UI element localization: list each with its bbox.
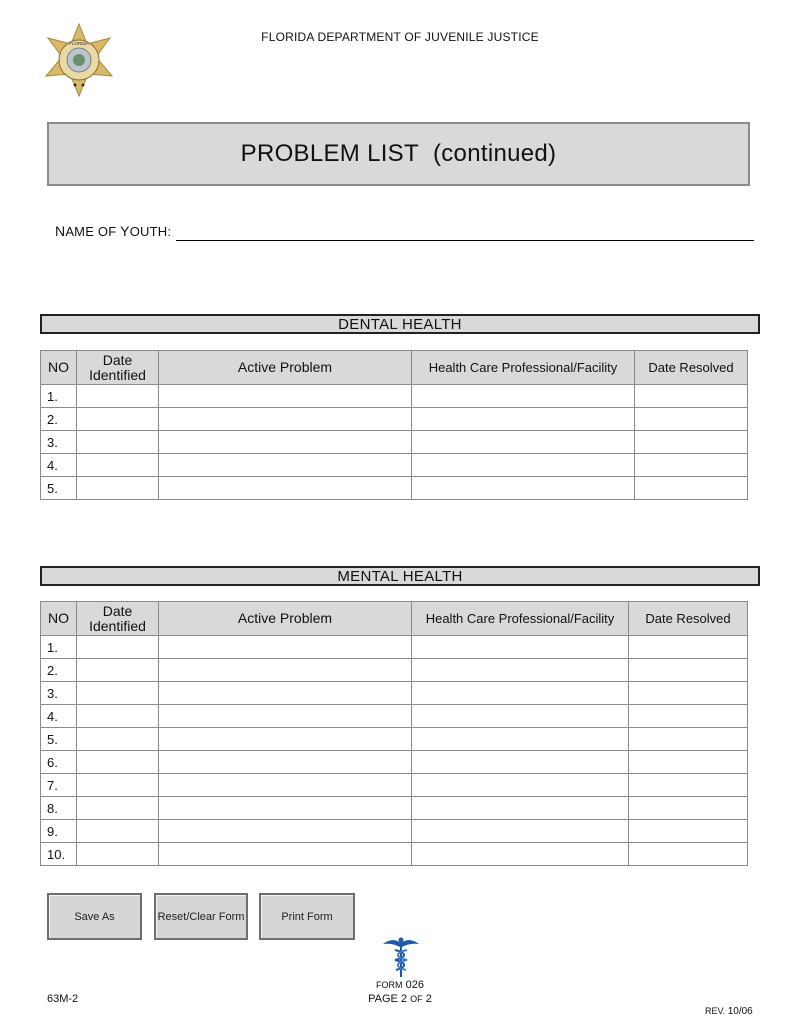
date-resolved-cell[interactable] [629, 682, 748, 705]
provider-cell[interactable] [412, 454, 635, 477]
provider-cell[interactable] [412, 408, 635, 431]
date-identified-cell[interactable] [77, 431, 159, 454]
date-identified-cell[interactable] [77, 797, 159, 820]
col-date-identified: Date Identified [77, 602, 159, 636]
row-number: 3. [41, 431, 77, 454]
date-identified-cell[interactable] [77, 820, 159, 843]
table-row [41, 728, 748, 751]
active-problem-cell[interactable] [159, 431, 412, 454]
revision-date: REV. 10/06 [705, 1006, 753, 1017]
date-resolved-cell[interactable] [629, 705, 748, 728]
active-problem-cell[interactable] [159, 728, 412, 751]
date-identified-cell[interactable] [77, 705, 159, 728]
provider-cell[interactable] [412, 843, 629, 866]
date-resolved-cell[interactable] [635, 454, 748, 477]
title-main: PROBLEM LIST [240, 140, 419, 167]
row-number: 1. [41, 636, 77, 659]
row-number: 8. [41, 797, 77, 820]
col-no: NO [41, 602, 77, 636]
col-date-resolved: Date Resolved [629, 602, 748, 636]
active-problem-cell[interactable] [159, 843, 412, 866]
active-problem-cell[interactable] [159, 454, 412, 477]
youth-name-label: NAME OF YOUTH: [55, 223, 172, 239]
date-resolved-cell[interactable] [635, 431, 748, 454]
row-number: 5. [41, 477, 77, 500]
mental-health-header: MENTAL HEALTH [40, 566, 760, 586]
table-row [41, 385, 748, 408]
active-problem-cell[interactable] [159, 797, 412, 820]
active-problem-cell[interactable] [159, 477, 412, 500]
date-resolved-cell[interactable] [629, 843, 748, 866]
date-resolved-cell[interactable] [635, 408, 748, 431]
row-number: 6. [41, 751, 77, 774]
date-identified-cell[interactable] [77, 751, 159, 774]
col-active-problem: Active Problem [159, 351, 412, 385]
svg-text:FLORIDA: FLORIDA [69, 41, 89, 46]
table-row [41, 797, 748, 820]
page-title [47, 122, 750, 186]
row-number: 2. [41, 408, 77, 431]
provider-cell[interactable] [412, 705, 629, 728]
date-identified-cell[interactable] [77, 843, 159, 866]
dental-problem-table [40, 350, 748, 500]
print-form-button[interactable]: Print Form [259, 893, 355, 940]
row-number: 9. [41, 820, 77, 843]
form-code: 63M-2 [47, 993, 79, 1005]
reset-clear-form-button[interactable]: Reset/Clear Form [154, 893, 248, 940]
active-problem-cell[interactable] [159, 774, 412, 797]
provider-cell[interactable] [412, 797, 629, 820]
table-row [41, 454, 748, 477]
provider-cell[interactable] [412, 385, 635, 408]
date-identified-cell[interactable] [77, 477, 159, 500]
date-resolved-cell[interactable] [635, 385, 748, 408]
table-row [41, 751, 748, 774]
col-no: NO [41, 351, 77, 385]
date-identified-cell[interactable] [77, 454, 159, 477]
provider-cell[interactable] [412, 431, 635, 454]
active-problem-cell[interactable] [159, 751, 412, 774]
row-number: 4. [41, 705, 77, 728]
date-resolved-cell[interactable] [629, 820, 748, 843]
table-row [41, 636, 748, 659]
provider-cell[interactable] [412, 728, 629, 751]
col-active-problem: Active Problem [159, 602, 412, 636]
table-row [41, 659, 748, 682]
date-resolved-cell[interactable] [629, 728, 748, 751]
active-problem-cell[interactable] [159, 385, 412, 408]
active-problem-cell[interactable] [159, 659, 412, 682]
provider-cell[interactable] [412, 659, 629, 682]
form-number-block: FORM 026 PAGE 2 OF 2 [368, 979, 432, 1005]
table-row [41, 682, 748, 705]
col-date-identified: Date Identified [77, 351, 159, 385]
active-problem-cell[interactable] [159, 636, 412, 659]
row-number: 10. [41, 843, 77, 866]
provider-cell[interactable] [412, 751, 629, 774]
date-resolved-cell[interactable] [635, 477, 748, 500]
row-number: 1. [41, 385, 77, 408]
table-row [41, 843, 748, 866]
table-row [41, 408, 748, 431]
date-identified-cell[interactable] [77, 636, 159, 659]
title-suffix: (continued) [432, 140, 557, 167]
row-number: 5. [41, 728, 77, 751]
organization-name: FLORIDA DEPARTMENT OF JUVENILE JUSTICE [261, 30, 539, 44]
date-resolved-cell[interactable] [629, 751, 748, 774]
date-resolved-cell[interactable] [629, 797, 748, 820]
provider-cell[interactable] [412, 682, 629, 705]
table-row [41, 774, 748, 797]
provider-cell[interactable] [412, 636, 629, 659]
date-identified-cell[interactable] [77, 408, 159, 431]
table-row [41, 820, 748, 843]
date-resolved-cell[interactable] [629, 659, 748, 682]
save-as-button[interactable]: Save As [47, 893, 142, 940]
col-provider: Health Care Professional/Facility [412, 602, 629, 636]
col-date-resolved: Date Resolved [635, 351, 748, 385]
table-row [41, 477, 748, 500]
date-resolved-cell[interactable] [629, 774, 748, 797]
table-row [41, 705, 748, 728]
provider-cell[interactable] [412, 477, 635, 500]
date-identified-cell[interactable] [77, 728, 159, 751]
row-number: 4. [41, 454, 77, 477]
date-resolved-cell[interactable] [629, 636, 748, 659]
col-provider: Health Care Professional/Facility [412, 351, 635, 385]
provider-cell[interactable] [412, 820, 629, 843]
row-number: 3. [41, 682, 77, 705]
date-identified-cell[interactable] [77, 385, 159, 408]
date-identified-cell[interactable] [77, 774, 159, 797]
date-identified-cell[interactable] [77, 682, 159, 705]
date-identified-cell[interactable] [77, 659, 159, 682]
active-problem-cell[interactable] [159, 705, 412, 728]
mental-problem-table [40, 601, 748, 866]
provider-cell[interactable] [412, 774, 629, 797]
active-problem-cell[interactable] [159, 820, 412, 843]
caduceus-icon [381, 934, 421, 978]
youth-name-field[interactable] [176, 240, 754, 241]
row-number: 7. [41, 774, 77, 797]
active-problem-cell[interactable] [159, 408, 412, 431]
active-problem-cell[interactable] [159, 682, 412, 705]
table-row [41, 431, 748, 454]
dental-health-header: DENTAL HEALTH [40, 314, 760, 334]
row-number: 2. [41, 659, 77, 682]
